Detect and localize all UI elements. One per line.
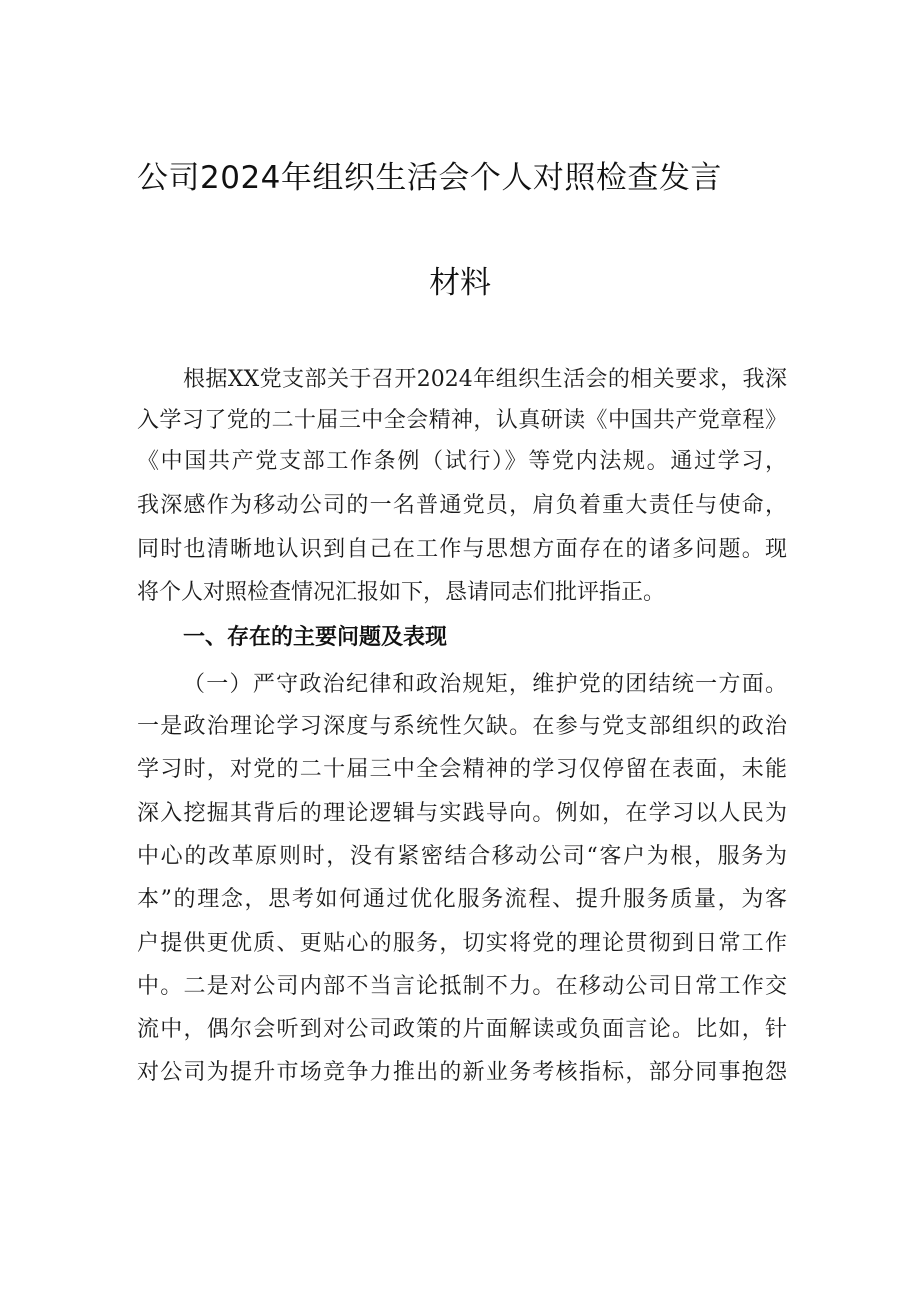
body-line: （一）严守政治纪律和政治规矩，维护党的团结统一方面。 [183,672,787,697]
body-line: 深入挖掘其背后的理论逻辑与实践导向。例如，在学习以人民为 [137,801,787,826]
body-line: 中心的改革原则时，没有紧密结合移动公司“客户为根，服务为 [137,844,787,869]
body-line: 一是政治理论学习深度与系统性欠缺。在参与党支部组织的政治 [137,714,787,739]
intro-line: 入学习了党的二十届三中全会精神，认真研读《中国共产党章程》 [137,408,787,433]
intro-line: 我深感作为移动公司的一名普通党员，肩负着重大责任与使命， [137,493,787,518]
intro-line: 《中国共产党支部工作条例（试行）》等党内法规。通过学习， [137,449,787,474]
body-line: 中。二是对公司内部不当言论抵制不力。在移动公司日常工作交 [137,974,787,999]
intro-line: 根据XX党支部关于召开2024年组织生活会的相关要求，我深 [183,367,787,392]
intro-line: 将个人对照检查情况汇报如下，恳请同志们批评指正。 [137,580,666,605]
section-heading: 一、存在的主要问题及表现 [183,625,448,650]
body-line: 学习时，对党的二十届三中全会精神的学习仅停留在表面，未能 [137,757,787,782]
document-title-line-2: 材料 [429,265,491,301]
intro-line: 同时也清晰地认识到自己在工作与思想方面存在的诸多问题。现 [137,537,787,562]
body-line: 对公司为提升市场竞争力推出的新业务考核指标，部分同事抱怨 [137,1060,787,1085]
body-line: 本”的理念，思考如何通过优化服务流程、提升服务质量，为客 [137,887,787,912]
body-line: 流中，偶尔会听到对公司政策的片面解读或负面言论。比如，针 [137,1017,787,1042]
document-title-line-1: 公司2024年组织生活会个人对照检查发言 [137,160,722,196]
body-line: 户提供更优质、更贴心的服务，切实将党的理论贯彻到日常工作 [137,931,787,956]
